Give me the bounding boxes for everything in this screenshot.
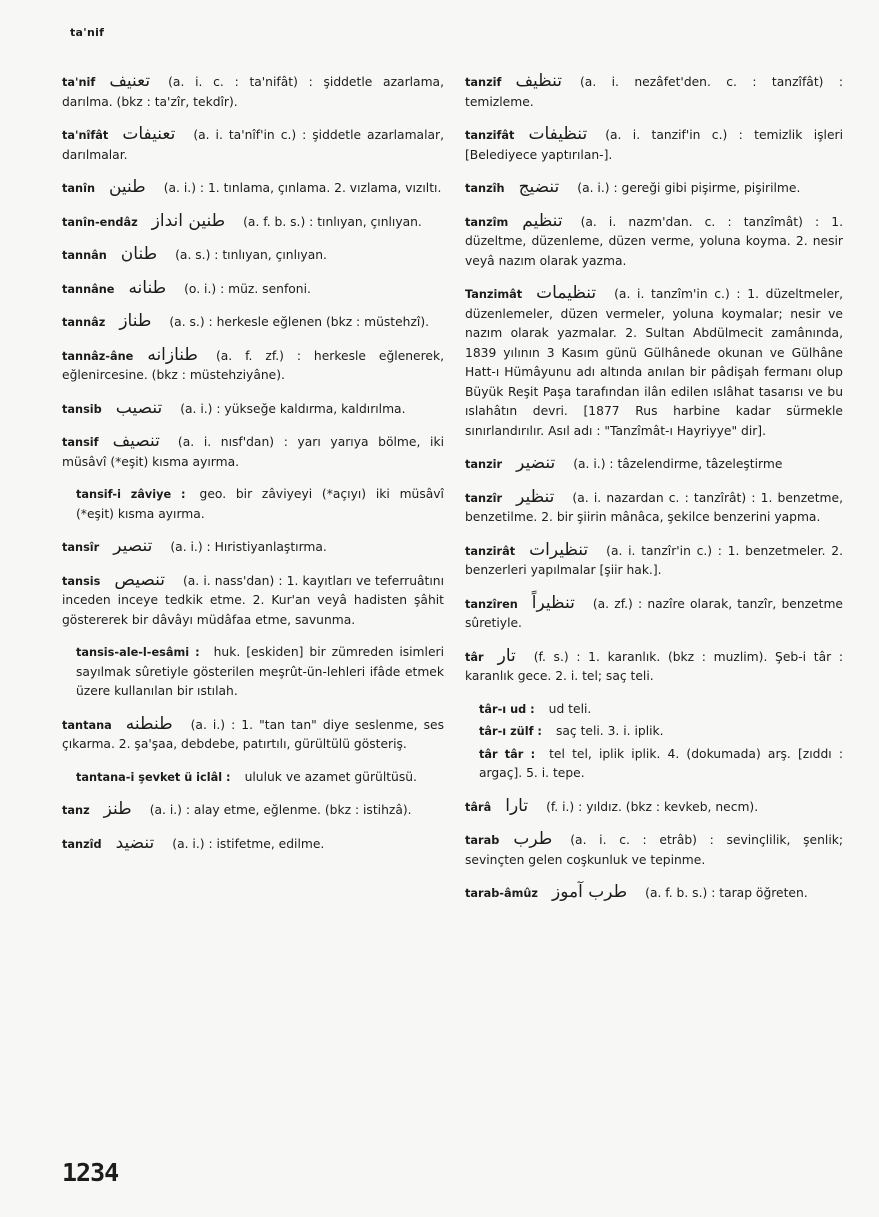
entry-arabic-script: تنضيج bbox=[518, 177, 560, 197]
entry-definition: (a. s.) : tınlıyan, çınlıyan. bbox=[175, 248, 327, 262]
entry-headword: tannâz bbox=[62, 316, 106, 329]
entry-arabic-script: تعنيف bbox=[109, 71, 151, 91]
entry-arabic-script: طنازانه bbox=[147, 344, 198, 365]
entry-definition: (a. i.) : alay etme, eğlenme. (bkz : istihzâ). bbox=[149, 803, 412, 817]
entry-arabic-script: طنطنه bbox=[125, 713, 173, 734]
entry-definition: (a. i.) : yükseğe kaldırma, kaldırılma. bbox=[180, 401, 406, 416]
entry-headword: ta'nîfât bbox=[62, 129, 109, 142]
dictionary-entry bbox=[465, 700, 843, 720]
dictionary-entry bbox=[465, 722, 843, 742]
entry-definition: (a. zf.) : nazîre olarak, tanzîr, benzetme sûretiyle. bbox=[465, 596, 843, 630]
dictionary-entry bbox=[465, 125, 843, 165]
dictionary-entry bbox=[62, 178, 444, 199]
dictionary-entry bbox=[62, 279, 444, 300]
entry-definition: (a. i.) : Hıristiyanlaştırma. bbox=[170, 540, 327, 554]
dictionary-entry bbox=[62, 212, 444, 233]
dictionary-entry bbox=[465, 212, 843, 272]
dictionary-entry bbox=[62, 485, 444, 524]
dictionary-entry bbox=[62, 125, 444, 165]
dictionary-entry bbox=[465, 883, 843, 904]
entry-headword: tanzir bbox=[465, 458, 503, 471]
entry-headword: tannâz-âne bbox=[62, 349, 134, 363]
entry-headword: Tanzimât bbox=[465, 288, 523, 301]
entry-headword: tanzirât bbox=[465, 544, 516, 558]
dictionary-entry bbox=[465, 541, 843, 581]
entry-definition: (a. i. c. : ta'nifât) : şiddetle azarlama, darılma. (bkz : ta'zîr, tekdîr). bbox=[62, 75, 444, 109]
right-column bbox=[465, 72, 843, 917]
dictionary-entry bbox=[465, 830, 843, 870]
entry-definition: (a. f. b. s.) : tarap öğreten. bbox=[645, 886, 808, 900]
entry-arabic-script: تنظيف bbox=[515, 71, 562, 91]
entry-definition: (a. i. ta'nîf'in c.) : şiddetle azarlamalar, darılmalar. bbox=[62, 128, 444, 162]
dictionary-entry bbox=[62, 834, 444, 855]
entry-headword: târ bbox=[465, 650, 484, 664]
dictionary-entry bbox=[62, 432, 444, 472]
entry-definition: tel tel, iplik iplik. 4. (dokumada) arş. [zıddı : argaç]. 5. i. tepe. bbox=[479, 746, 843, 780]
entry-definition: (a. i. tanzîm'in c.) : 1. düzeltmeler, düzenlemeler, düzen vermeler, yoluna koymalar; nesir ve nazım olarak yazmalar. 2. Sultan Abdülmecit zamânında, 1839 yılının 3 Kasım günü Gülhânede okunan ve Gülhâne Hatt-ı Hümâyunu adı altında anılan bir pâdişah fermanı olup Büyük Reşit Paşa tarafından ilân edilen ıslâhat tasarısı ve bu ıslahâtın devri. [1877 Rus harbine kadar sürmekle sınırlandırılır. Asıl adı : "Tanzîmât-ı Hayriyye" dir]. bbox=[465, 287, 843, 438]
dictionary-entry bbox=[62, 768, 444, 788]
dictionary-entry bbox=[465, 284, 843, 441]
dictionary-entry bbox=[62, 715, 444, 755]
entry-arabic-script: تارا bbox=[505, 795, 529, 816]
entry-arabic-script: طنان bbox=[120, 244, 158, 264]
entry-arabic-script: تنصيف bbox=[112, 431, 160, 451]
entry-arabic-script: تنظيمات bbox=[536, 283, 597, 303]
dictionary-entry bbox=[465, 454, 843, 475]
entry-arabic-script: طنز bbox=[103, 799, 132, 819]
entry-headword: târ-ı zülf : bbox=[479, 725, 542, 738]
entry-headword: tanzifât bbox=[465, 129, 515, 142]
entry-arabic-script: تار bbox=[497, 645, 516, 666]
entry-headword: tannân bbox=[62, 249, 107, 262]
entry-headword: tanzîr bbox=[465, 491, 503, 505]
entry-headword: tannâne bbox=[62, 282, 115, 296]
dictionary-entry bbox=[465, 647, 843, 687]
entry-headword: tanzif bbox=[465, 76, 502, 89]
entry-definition: ud teli. bbox=[548, 701, 592, 716]
dictionary-entry bbox=[62, 399, 444, 420]
entry-arabic-script: طنين انداز bbox=[151, 210, 226, 231]
entry-headword: tansib bbox=[62, 402, 102, 416]
entry-definition: (a. i. tanzîr'in c.) : 1. benzetmeler. 2. benzerleri yapılmalar [şiir hak.]. bbox=[465, 543, 843, 577]
entry-definition: (f. s.) : 1. karanlık. (bkz : muzlim). Şeb-i târ : karanlık gece. 2. i. tel; saç teli. bbox=[465, 649, 843, 683]
entry-definition: huk. [eskiden] bir zümreden isimleri sayılmak sûretiyle gösterilen meşrût-ün-lehleri ifâde etmek üzere kullanılan bir ıstılah. bbox=[76, 645, 444, 698]
entry-headword: târâ bbox=[465, 800, 492, 814]
entry-arabic-script: طرب bbox=[513, 829, 553, 849]
entry-headword: tanîn bbox=[62, 182, 95, 195]
dictionary-entry bbox=[62, 346, 444, 386]
entry-arabic-script: طنين bbox=[108, 177, 146, 197]
dictionary-entry bbox=[62, 537, 444, 558]
entry-arabic-script: تعنيفات bbox=[122, 124, 176, 144]
entry-headword: tansis bbox=[62, 574, 101, 588]
entry-definition: (a. i. nazm'dan. c. : tanzîmât) : 1. düzeltme, düzenleme, düzen verme, yoluna koyma. 2. nesir veyâ nazım olarak yazma. bbox=[465, 214, 843, 268]
dictionary-entry bbox=[465, 797, 843, 818]
entry-definition: (a. i. nezâfet'den. c. : tanzîfât) : temizleme. bbox=[465, 75, 843, 109]
entry-definition: (a. i.) : tâzelendirme, tâzeleştirme bbox=[573, 457, 783, 471]
entry-headword: târ-ı ud : bbox=[479, 702, 535, 716]
entry-definition: (a. s.) : herkesle eğlenen (bkz : müstehzî). bbox=[169, 315, 430, 329]
entry-arabic-script: تنظيرات bbox=[529, 539, 589, 560]
entry-definition: (a. f. b. s.) : tınlıyan, çınlıyan. bbox=[243, 214, 422, 229]
dictionary-entry bbox=[465, 745, 843, 784]
entry-headword: tanzîren bbox=[465, 597, 518, 611]
entry-arabic-script: تنضيد bbox=[115, 832, 155, 853]
entry-headword: tarab-âmûz bbox=[465, 887, 539, 900]
dictionary-entry bbox=[62, 800, 444, 821]
dictionary-entry bbox=[465, 178, 843, 199]
entry-definition: (a. i. nass'dan) : 1. kayıtları ve teferruâtını inceden inceye tedkik etme. 2. Kur'an veyâ hadisten şâhit göstererek bir dâvâyı müdâfaa etme, savunma. bbox=[62, 573, 444, 627]
entry-headword: tantana bbox=[62, 718, 112, 732]
entry-definition: (f. i.) : yıldız. (bkz : kevkeb, necm). bbox=[546, 799, 759, 814]
entry-arabic-script: تنضير bbox=[516, 453, 556, 473]
dictionary-entry bbox=[465, 72, 843, 112]
page-number: 1234 bbox=[62, 1158, 119, 1187]
entry-definition: ululuk ve azamet gürültüsü. bbox=[244, 769, 417, 784]
entry-arabic-script: تنصير bbox=[113, 536, 153, 556]
dictionary-entry bbox=[62, 643, 444, 702]
entry-definition: (a. i. nazardan c. : tanzîrât) : 1. benzetme, benzetilme. 2. bir şiirin mânâca, şekilce benzerini yapma. bbox=[465, 490, 843, 524]
entry-definition: (o. i.) : müz. senfoni. bbox=[184, 281, 311, 296]
entry-definition: (a. i.) : gereği gibi pişirme, pişirilme. bbox=[577, 181, 801, 195]
entry-headword: tanzîd bbox=[62, 837, 102, 851]
entry-definition: (a. i. nısf'dan) : yarı yarıya bölme, iki müsâvî (*eşit) kısma ayırma. bbox=[62, 435, 444, 469]
entry-headword: tanz bbox=[62, 804, 90, 817]
entry-headword: ta'nif bbox=[62, 76, 96, 89]
dictionary-entry bbox=[62, 571, 444, 631]
entry-definition: (a. i. tanzif'in c.) : temizlik işleri [Belediyece yaptırılan-]. bbox=[465, 128, 843, 162]
entry-arabic-script: تنظيراً bbox=[531, 592, 575, 613]
entry-definition: (a. f. zf.) : herkesle eğlenerek, eğlenircesine. (bkz : müstehziyâne). bbox=[62, 348, 444, 382]
entry-definition: (a. i. c. : etrâb) : sevinçlilik, şenlik; sevinçten gelen coşkunluk ve tepinme. bbox=[465, 833, 843, 867]
running-head: ta'nif bbox=[70, 26, 105, 39]
entry-headword: tansis-ale-l-esâmi : bbox=[76, 646, 200, 659]
entry-arabic-script: طنانه bbox=[128, 277, 167, 298]
dictionary-entry bbox=[62, 245, 444, 266]
entry-definition: (a. i.) : istifetme, edilme. bbox=[172, 836, 325, 851]
entry-definition: (a. i.) : 1. "tan tan" diye seslenme, ses çıkarma. 2. şa'şaa, debdebe, patırtılı, gürültülü gösteriş. bbox=[62, 717, 444, 751]
entry-definition: (a. i.) : 1. tınlama, çınlama. 2. vızlama, vızıltı. bbox=[163, 181, 442, 195]
entry-headword: tarab bbox=[465, 834, 500, 847]
entry-headword: tanzîm bbox=[465, 215, 509, 229]
entry-arabic-script: تنصيص bbox=[114, 569, 165, 590]
dictionary-entry bbox=[465, 594, 843, 634]
entry-headword: tansîr bbox=[62, 541, 100, 554]
entry-headword: tansif-i zâviye : bbox=[76, 488, 186, 501]
left-column bbox=[62, 72, 444, 867]
dictionary-entry bbox=[62, 72, 444, 112]
entry-arabic-script: تنصيب bbox=[115, 397, 163, 418]
entry-arabic-script: طناز bbox=[119, 311, 152, 331]
entry-definition: geo. bir zâviyeyi (*açıyı) iki müsâvî (*eşit) kısma ayırma. bbox=[76, 487, 444, 521]
entry-arabic-script: تنظيفات bbox=[528, 124, 588, 144]
dictionary-entry bbox=[62, 312, 444, 333]
dictionary-entry bbox=[465, 488, 843, 528]
entry-headword: tantana-i şevket ü iclâl : bbox=[76, 770, 231, 784]
entry-arabic-script: طرب آموز bbox=[552, 882, 628, 902]
entry-headword: tanîn-endâz bbox=[62, 215, 138, 229]
entry-arabic-script: تنظير bbox=[516, 486, 555, 507]
entry-headword: tanzîh bbox=[465, 182, 505, 195]
entry-arabic-script: تنظيم bbox=[522, 210, 563, 231]
entry-headword: târ târ : bbox=[479, 747, 536, 761]
entry-headword: tansif bbox=[62, 436, 99, 449]
entry-definition: saç teli. 3. i. iplik. bbox=[555, 724, 664, 738]
